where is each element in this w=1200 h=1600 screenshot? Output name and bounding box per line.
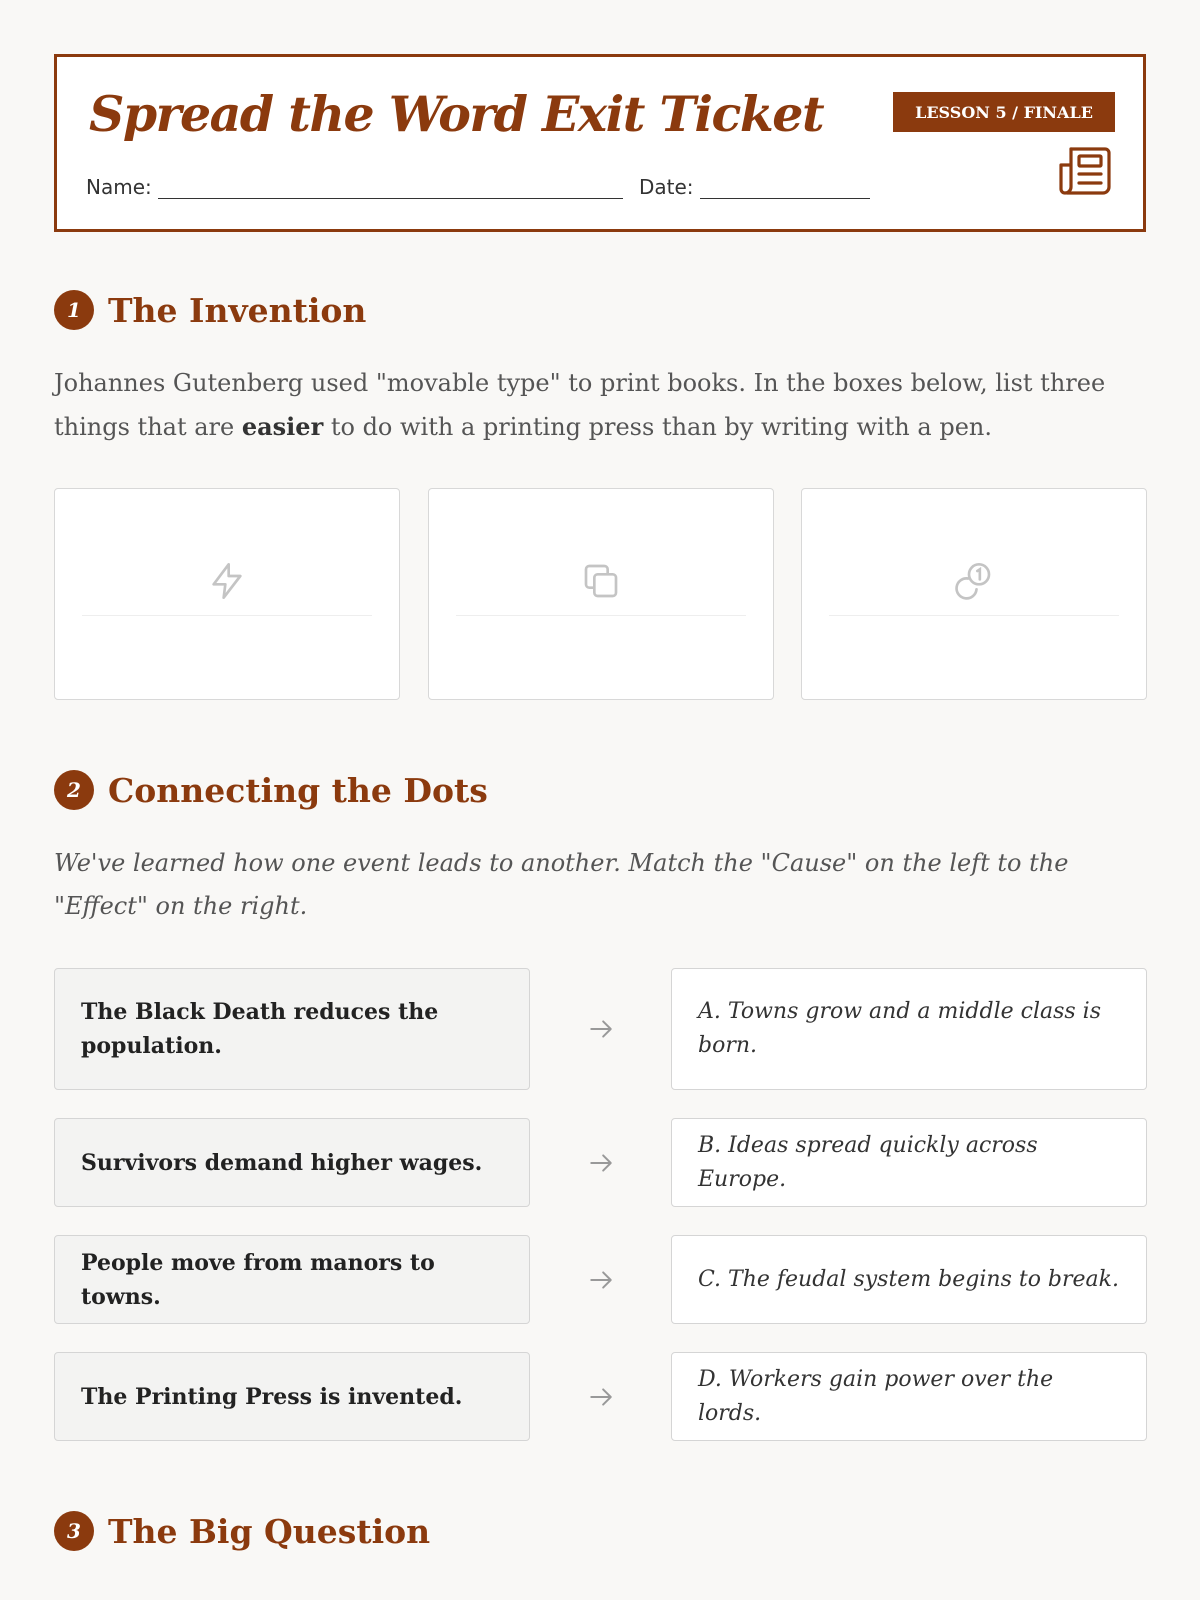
arrow-right-icon [588,1016,614,1042]
lesson-badge: LESSON 5 / FINALE [893,92,1115,132]
header-card [54,54,1146,232]
worksheet-title: Spread the Word Exit Ticket [89,85,824,143]
arrow-right-icon [588,1267,614,1293]
effect-card[interactable]: C. The feudal system begins to break. [671,1235,1147,1324]
answer-box-3[interactable] [801,488,1147,700]
effect-card[interactable]: D. Workers gain power over the lords. [671,1352,1147,1441]
answer-box-2[interactable] [428,488,774,700]
section-2-instructions: We've learned how one event leads to another. Match the "Cause" on the left to the "Effect" on the right. [54,849,1069,920]
write-line [456,615,746,616]
write-line [82,615,372,616]
emphasis-text: easier [241,412,324,441]
date-label: Date: [639,175,694,199]
date-field[interactable] [639,175,870,199]
copy-icon [581,561,621,601]
section-title: Connecting the Dots [108,770,488,810]
arrow-right-icon [588,1384,614,1410]
date-line[interactable] [700,176,870,199]
arrow-right-icon [588,1150,614,1176]
effect-card[interactable]: A. Towns grow and a middle class is born. [671,968,1147,1090]
cause-card[interactable]: People move from manors to towns. [54,1235,530,1324]
answer-box-1[interactable] [54,488,400,700]
section-1-heading [54,290,366,330]
section-title: The Big Question [108,1511,431,1551]
instruction-text: Johannes Gutenberg used "movable type" to print books. In the boxes below, list three things that are [54,369,1106,441]
section-2-heading [54,770,488,810]
instruction-text: to do with a printing press than by writing with a pen. [323,413,992,441]
section-number-badge: 3 [54,1511,94,1551]
coins-icon [954,561,994,601]
write-line [829,615,1119,616]
name-label: Name: [86,175,152,199]
name-field[interactable] [86,175,623,199]
section-number-badge: 2 [54,770,94,810]
newspaper-icon [1057,143,1113,199]
cause-card[interactable]: The Black Death reduces the population. [54,968,530,1090]
effect-card[interactable]: B. Ideas spread quickly across Europe. [671,1118,1147,1207]
section-number-badge: 1 [54,290,94,330]
cause-card[interactable]: The Printing Press is invented. [54,1352,530,1441]
section-title: The Invention [108,290,367,330]
section-3-heading [54,1511,430,1551]
cause-card[interactable]: Survivors demand higher wages. [54,1118,530,1207]
name-line[interactable] [158,176,623,199]
lightning-icon [207,561,247,601]
section-1-instructions [54,362,1154,449]
